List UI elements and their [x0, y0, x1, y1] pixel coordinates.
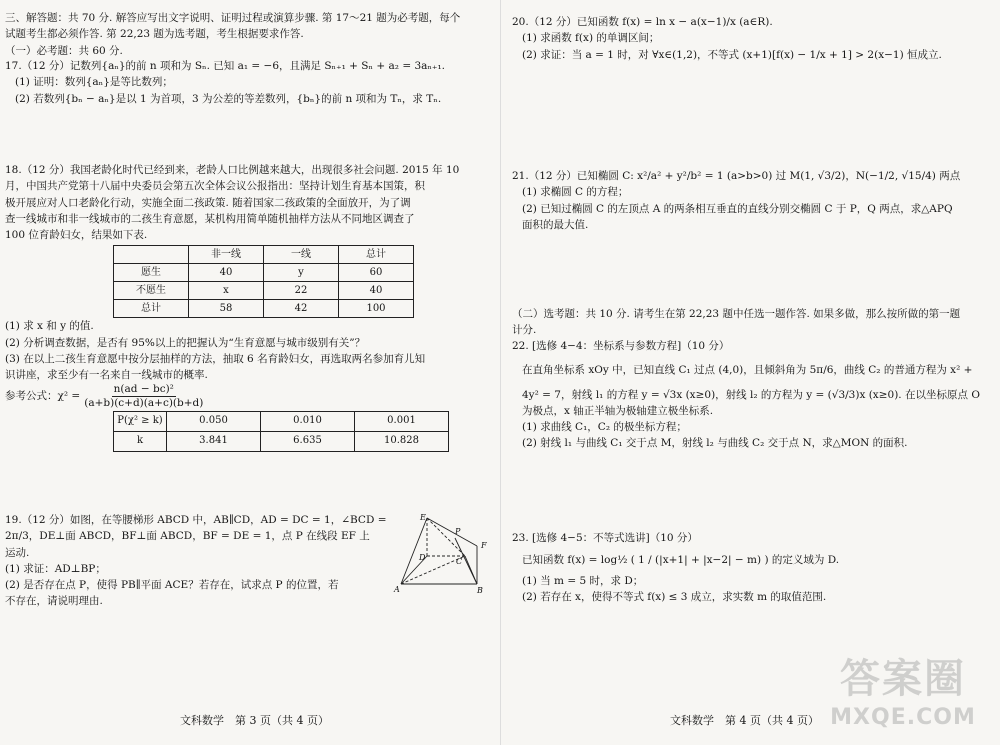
- optional-header: （二）选考题：共 10 分. 请考生在第 22,23 题中任选一题作答. 如果多做，那么按所做的第一题 计分.: [512, 306, 990, 339]
- svg-text:C: C: [456, 557, 463, 566]
- q17-stem: 17.（12 分）记数列{aₙ}的前 n 项和为 Sₙ. 已知 a₁ = −6，且满足 Sₙ₊₁ + Sₙ + a₂ = 3aₙ₊₁.: [5, 60, 446, 72]
- optional-title: （二）选考题：共 10 分. 请考生在第 22,23 题中任选一题作答. 如果多做，那么按所做的第一题: [512, 308, 961, 320]
- q18-stem: 18.（12 分）我国老龄化时代已经到来，老龄人口比例越来越大，出现很多社会问题. 2015 年 10: [5, 164, 460, 176]
- chi-square-formula: 参考公式：χ² = $\frac{\text{n(ad − bc)²}}{(a+b)(c+d)(a+c)(b+d)}$: [5, 383, 204, 409]
- svg-text:E: E: [420, 513, 426, 522]
- svg-text:P: P: [455, 527, 461, 536]
- table-row: 总计 58 42 100: [114, 300, 414, 318]
- required-title: （一）必考题：共 60 分.: [5, 44, 123, 57]
- question-19: 19.（12 分）如图，在等腰梯形 ABCD 中，AB∥CD，AD = DC = 1，∠BCD = 2π/3，DE⊥面 ABCD，BF⊥面 ABCD，BF = DE = 1，点 P 在线段 EF 上 运动. (1) 求证：AD⊥BP； (2) 是否存在点 P，使得 PB∥平面 ACE？若存在，试求点 P 的位置，若 不存在，请说明理由.: [5, 514, 387, 608]
- critical-value-table: [113, 411, 449, 452]
- svg-text:F: F: [481, 541, 487, 550]
- q19-stem: 19.（12 分）如图，在等腰梯形 ABCD 中，AB∥CD，AD = DC = 1，∠BCD =: [5, 514, 387, 526]
- table-row: P(χ² ≥ k) 0.050 0.010 0.001: [114, 411, 449, 431]
- question-22: 22. [选修 4−4：坐标系与参数方程]（10 分） 在直角坐标系 xOy 中，已知直线 C₁ 过点 (4,0)，且倾斜角为 5π/6，曲线 C₂ 的普通方程为 x² + 4y² = 7，射线 l₁ 的方程 y = √3x (x≥0)，射线 l₂ 的方程为 y = (√3/3)x (x≥0). 在以坐标原点 O 为极点，x 轴正半轴为极轴建立极坐标系. (1) 求曲线 C₁，C₂ 的极坐标方程； (2) 射线 l₁ 与曲线 C₁ 交于点 M，射线 l₂ 与曲线 C₂ 交于点 N，求△MON 的面积.: [512, 338, 990, 452]
- svg-text:D: D: [419, 553, 426, 562]
- left-page: [5, 10, 492, 745]
- q20-stem: 20.（12 分）已知函数 f(x) = ln x − a(x−1)/x (a∈R).: [512, 16, 773, 28]
- svg-text:B: B: [477, 586, 483, 594]
- svg-text:A: A: [394, 585, 400, 594]
- right-page: [512, 10, 990, 745]
- page-footer-3: 文科数学 第 3 页（共 4 页）: [180, 713, 329, 727]
- page-divider: [500, 0, 501, 745]
- survey-table: [113, 245, 414, 318]
- question-21: 21.（12 分）已知椭圆 C: x²/a² + y²/b² = 1 (a>b>0) 过 M(1, √3/2)，N(−1/2, √15/4) 两点 (1) 求椭圆 C 的方程； (2) 已知过椭圆 C 的左顶点 A 的两条相互垂直的直线分别交椭圆 C 于 P，Q 两点，求△APQ 面积的最大值.: [512, 168, 990, 233]
- table-header-row: 非一线 一线 总计: [114, 246, 414, 264]
- question-20: 20.（12 分）已知函数 f(x) = ln x − a(x−1)/x (a∈R). (1) 求函数 f(x) 的单调区间； (2) 求证：当 a = 1 时，对 ∀x∈(1,2)，不等式 (x+1)[f(x) − 1/x + 1] > 2(x−1) 恒成立.: [512, 14, 990, 63]
- table-row: 不愿生 x 22 40: [114, 282, 414, 300]
- question-23: 23. [选修 4−5：不等式选讲]（10 分） 已知函数 f(x) = log½ ( 1 / (|x+1| + |x−2| − m) ) 的定义域为 D. (1) 当 m = 5 时，求 D； (2) 若存在 x，使得不等式 f(x) ≤ 3 成立，求实数 m 的取值范围.: [512, 530, 990, 605]
- q21-stem: 21.（12 分）已知椭圆 C: x²/a² + y²/b² = 1 (a>b>0) 过 M(1, √3/2)，N(−1/2, √15/4) 两点: [512, 170, 961, 182]
- watermark-logo: 答案圈 MXQE.COM: [830, 656, 976, 730]
- section-header: 三、解答题：共 70 分. 解答应写出文字说明、证明过程或演算步骤. 第 17～21 题为必考题，每个 试题考生都必须作答. 第 22,23 题为选考题，考生根据要求作答. （一）必考题：共 60 分.: [5, 10, 492, 59]
- question-17: 17.（12 分）记数列{aₙ}的前 n 项和为 Sₙ. 已知 a₁ = −6，且满足 Sₙ₊₁ + Sₙ + a₂ = 3aₙ₊₁. (1) 证明：数列{aₙ}是等比数列； (2) 若数列{bₙ − aₙ}是以 1 为首项，3 为公差的等差数列，{bₙ}的前 n 项和为 Tₙ，求 Tₙ.: [5, 58, 492, 107]
- section-title: 三、解答题：共 70 分. 解答应写出文字说明、证明过程或演算步骤. 第 17～21 题为必考题，每个: [5, 12, 461, 24]
- page-footer-4: 文科数学 第 4 页（共 4 页）: [670, 713, 819, 727]
- q23-title: 23. [选修 4−5：不等式选讲]（10 分）: [512, 532, 698, 544]
- question-18: 18.（12 分）我国老龄化时代已经到来，老龄人口比例越来越大，出现很多社会问题. 2015 年 10 月，中国共产党第十八届中央委员会第五次全体会议公报指出：坚持计划生育基本国策，积 极开展应对人口老龄化行动，实施全面二孩政策. 随着国家二孩政策的全面放开，为了调 查一线城市和非一线城市的二孩生育意愿，某机构用简单随机抽样方法从不同地区调查了 100 位育龄妇女，结果如下表. 非一线 一线 总计 愿生 40 y 60 不愿生 x 22 40 总计 58 42 100 (1) 求 x 和 y 的值. (2) 分析调查数据，是否有 95%以上的把握认为“生育意愿与城市级别有关”？ (3) 在以上二孩生育意愿中按分层抽样的方法，抽取 6 名育龄妇女，再选取两名参加育儿知 识讲座，求至少有一名来自一线城市的概率. 参考公式：χ² = $\frac{\text{n(ad − bc)²}}{(a+b)(c+d)(a+c)(b+d)}$ P(χ² ≥ k) 0.050 0.010 0.001 k 3.841 6.635 10.828: [5, 162, 492, 452]
- q22-title: 22. [选修 4−4：坐标系与参数方程]（10 分）: [512, 340, 730, 352]
- table-row: k 3.841 6.635 10.828: [114, 431, 449, 451]
- trapezoid-figure: [393, 512, 491, 594]
- table-row: 愿生 40 y 60: [114, 264, 414, 282]
